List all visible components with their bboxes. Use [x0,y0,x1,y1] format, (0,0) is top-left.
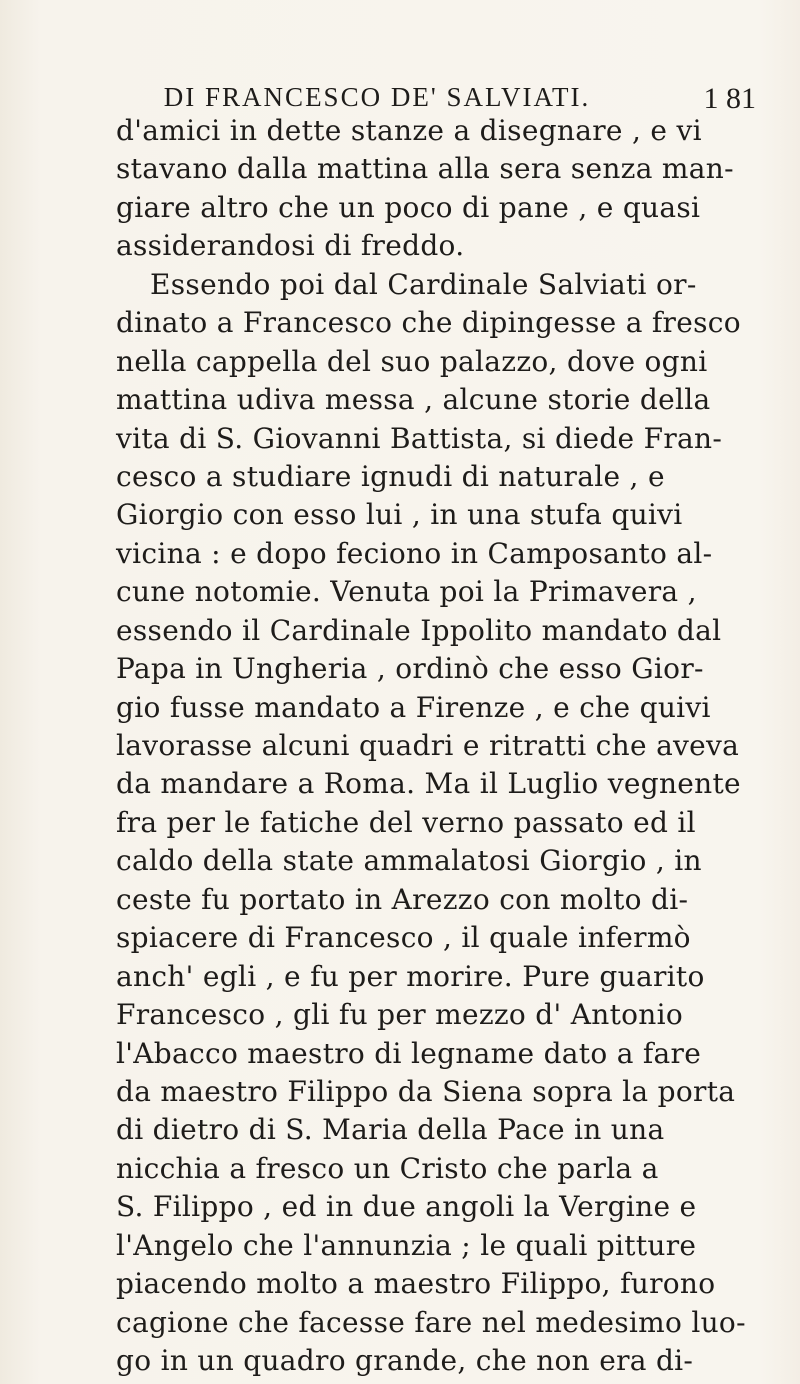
text-line: ceste fu portato in Arezzo con molto di- [116,882,689,916]
page-number: 1 81 [703,82,756,115]
text-line: di dietro di S. Maria della Pace in una [116,1113,665,1147]
text-line: anch' egli , e fu per morire. Pure guarito [116,959,705,993]
text-line: da maestro Filippo da Siena sopra la porta [116,1074,736,1108]
text-line: assiderandosi di freddo. [116,229,465,263]
text-line: l'Angelo che l'annunzia ; le quali pitture [116,1228,697,1262]
text-line: da mandare a Roma. Ma il Luglio vegnente [116,767,741,801]
text-line: cesco a studiare ignudi di naturale , e [116,459,665,493]
text-line: spiacere di Francesco , il quale infermò [116,921,691,955]
text-line: vita di S. Giovanni Battista, si diede Fran- [116,421,723,455]
text-line: Francesco , gli fu per mezzo d' Antonio [116,998,684,1032]
text-line: stavano dalla mattina alla sera senza man- [116,152,734,186]
text-line: piacendo molto a maestro Filippo, furono [116,1267,716,1301]
text-line: Papa in Ungheria , ordinò che esso Gior- [116,652,704,686]
text-line: lavorasse alcuni quadri e ritratti che aveva [116,729,740,762]
text-line: vicina : e dopo feciono in Camposanto al- [116,536,713,570]
text-line: gio fusse mandato a Firenze , e che quivi [116,690,711,724]
body-text [116,112,768,1380]
text-line: cune notomie. Venuta poi la Primavera , [116,575,697,609]
text-line: fra per le fatiche del verno passato ed il [116,805,696,839]
text-line: dinato a Francesco che dipingesse a fresco [116,306,741,340]
text-line: cagione che facesse fare nel medesimo luo- [116,1305,746,1339]
text-line: go in un quadro grande, che non era di- [116,1344,694,1377]
text-line: l'Abacco maestro di legname dato a fare [116,1036,702,1070]
text-line: Giorgio con esso lui , in una stufa quivi [116,498,683,532]
text-line: Essendo poi dal Cardinale Salviati or- [150,267,697,301]
text-line: S. Filippo , ed in due angoli la Vergine e [116,1190,697,1224]
text-line: caldo della state ammalatosi Giorgio , in [116,844,702,878]
text-line: giare altro che un poco di pane , e quasi [116,190,701,224]
text-line: essendo il Cardinale Ippolito mandato dal [116,613,722,647]
text-line: mattina udiva messa , alcune storie della [116,383,711,417]
running-title: DI FRANCESCO DE' SALVIATI. [163,82,591,112]
text-line: nicchia a fresco un Cristo che parla a [116,1151,659,1185]
text-line: d'amici in dette stanze a disegnare , e vi [116,114,702,147]
text-line: nella cappella del suo palazzo, dove ogni [116,344,708,378]
